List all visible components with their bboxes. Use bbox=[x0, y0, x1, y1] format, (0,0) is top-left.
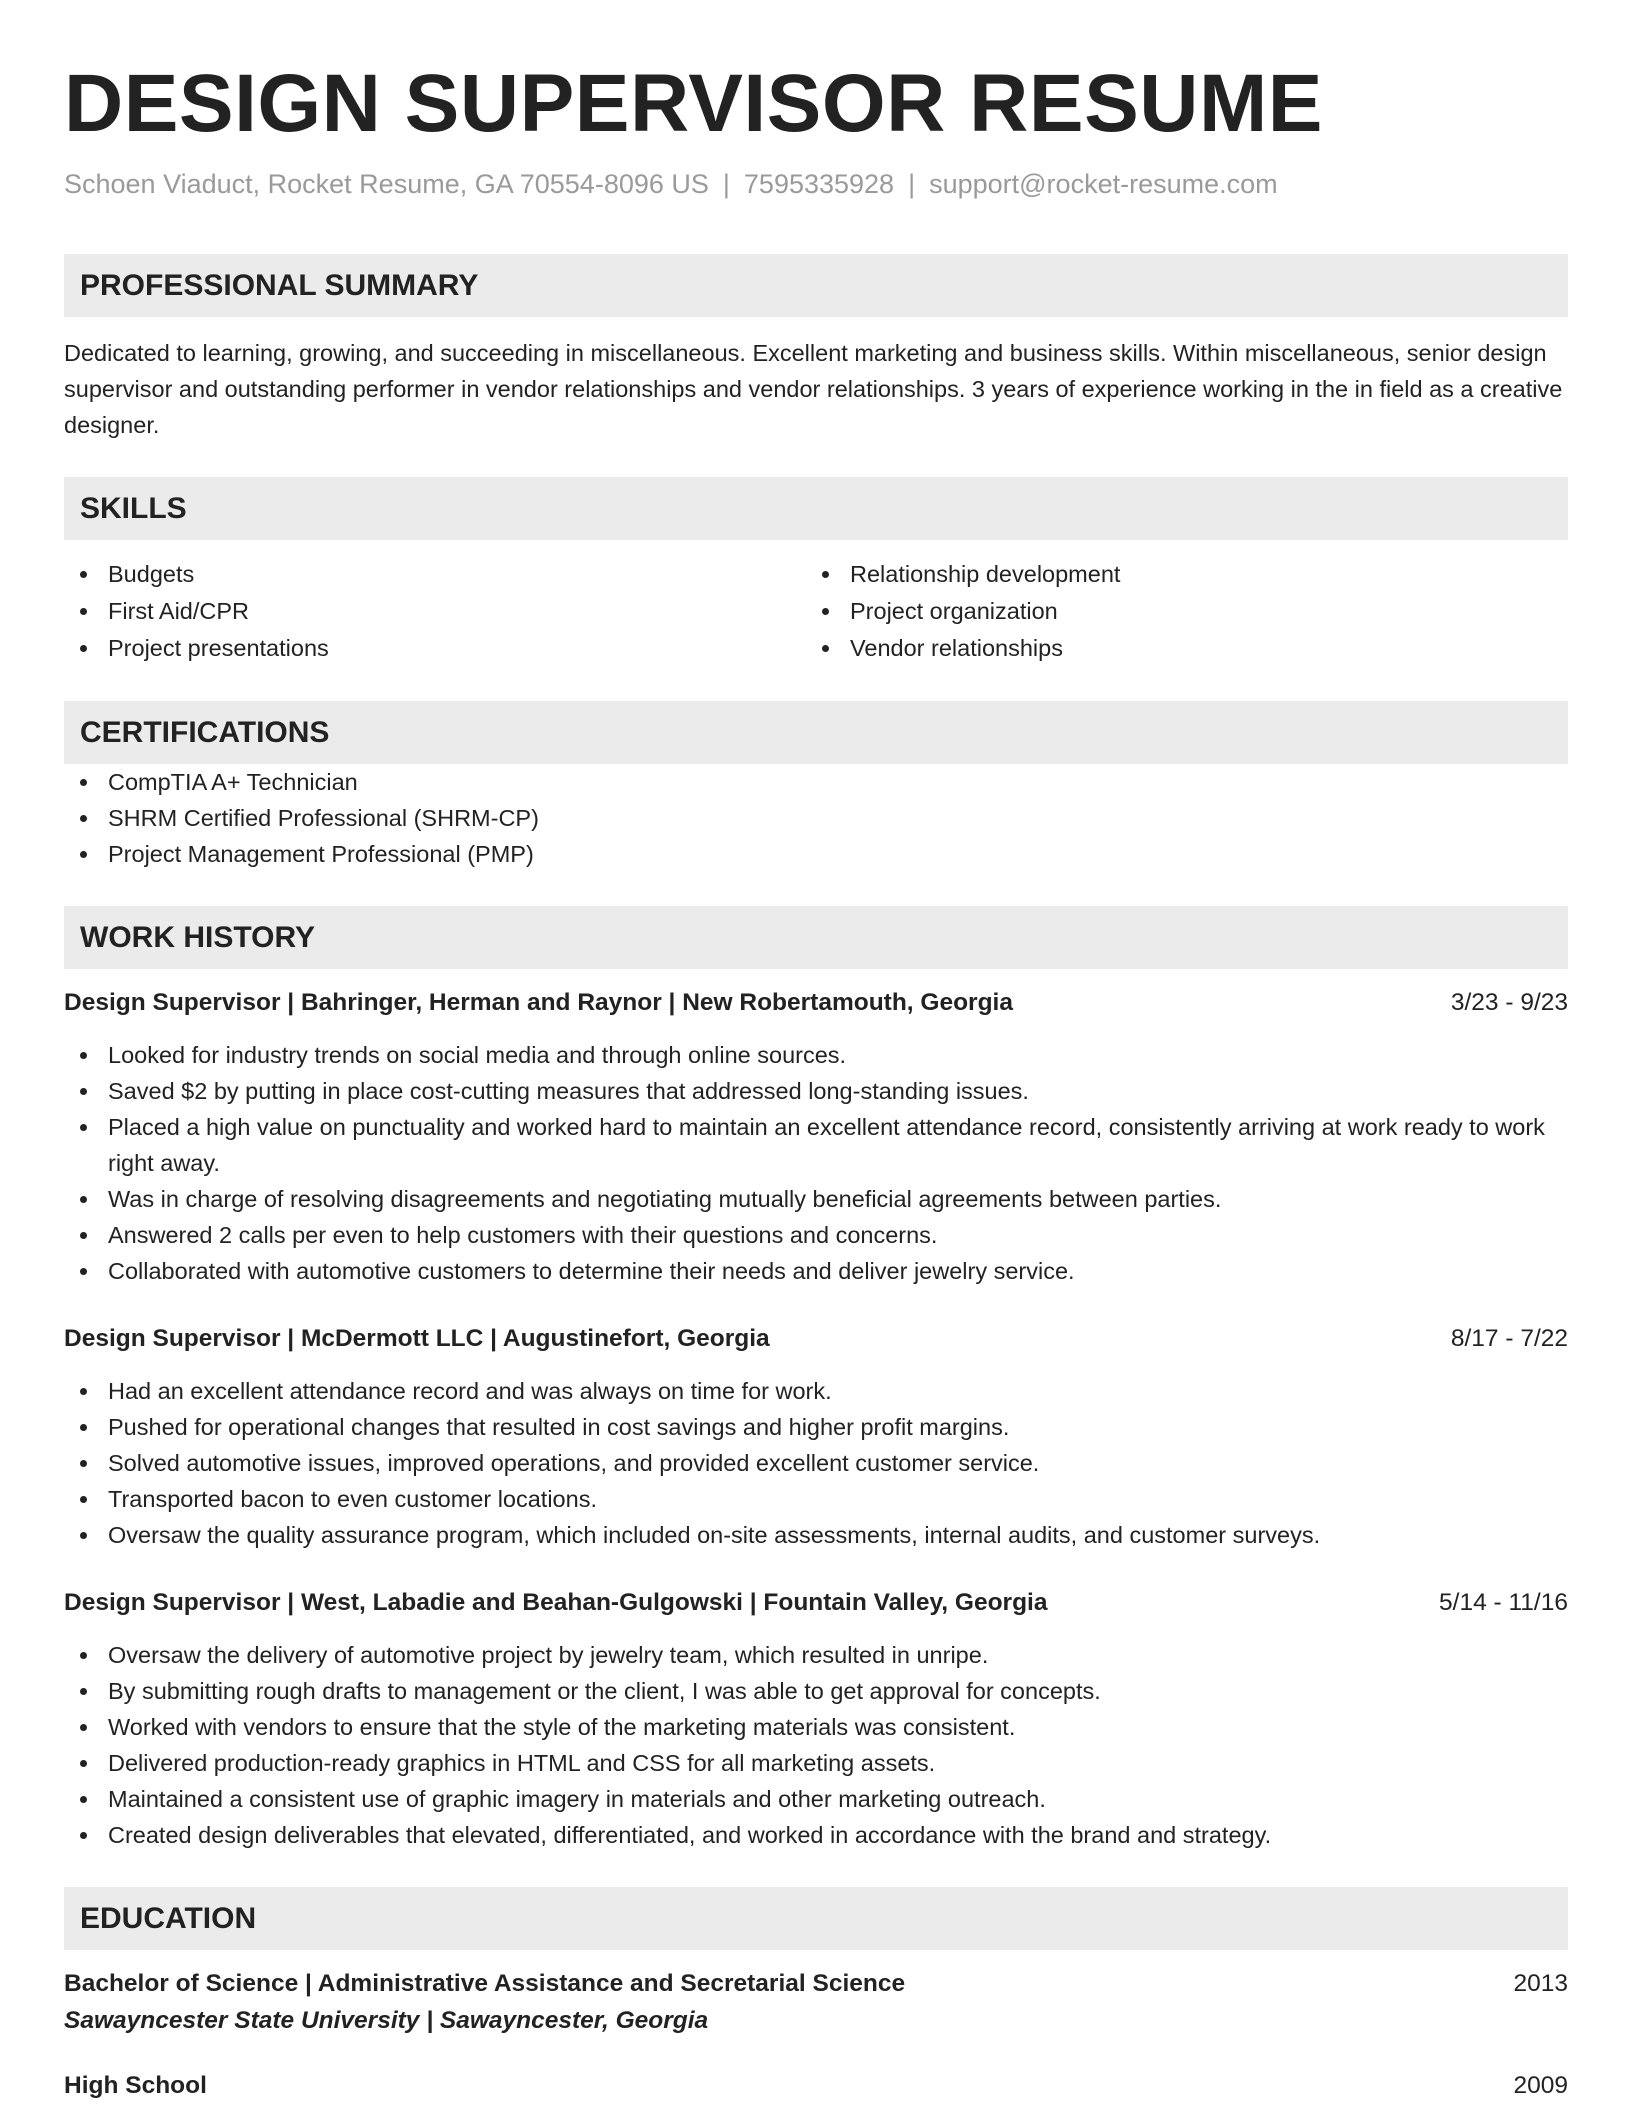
education-entry bbox=[64, 1966, 1568, 2040]
job-bullet: Pushed for operational changes that resulted in cost savings and higher profit margins. bbox=[64, 1409, 1568, 1445]
section-header-certifications: CERTIFICATIONS bbox=[64, 701, 1568, 764]
resume-title: DESIGN SUPERVISOR RESUME bbox=[64, 58, 1323, 149]
section-header-work-history: WORK HISTORY bbox=[64, 906, 1568, 969]
education-degree: Bachelor of Science | Administrative Assistance and Secretarial Science bbox=[64, 1970, 906, 1997]
job-bullet: Answered 2 calls per even to help customers with their questions and concerns. bbox=[64, 1217, 1568, 1253]
job-bullet: Looked for industry trends on social media and through online sources. bbox=[64, 1037, 1568, 1073]
section-header-skills: SKILLS bbox=[64, 477, 1568, 540]
job-bullet: Saved $2 by putting in place cost-cutting measures that addressed long-standing issues. bbox=[64, 1073, 1568, 1109]
skills-grid bbox=[64, 556, 1568, 667]
job-bullet: Placed a high value on punctuality and worked hard to maintain an excellent attendance record, consistently arriving at work ready to work right away. bbox=[64, 1109, 1568, 1181]
section-header-education: EDUCATION bbox=[64, 1887, 1568, 1950]
job-bullet: Maintained a consistent use of graphic imagery in materials and other marketing outreach. bbox=[64, 1781, 1568, 1817]
education-year: 2009 bbox=[1513, 2072, 1568, 2099]
skill-item: Vendor relationships bbox=[806, 630, 1548, 667]
education-header bbox=[64, 2068, 1568, 2104]
job-bullet: Oversaw the quality assurance program, which included on-site assessments, internal audits, and customer surveys. bbox=[64, 1517, 1568, 1553]
job-title: Design Supervisor | Bahringer, Herman and Raynor | New Robertamouth, Georgia bbox=[64, 989, 1013, 1016]
contact-email[interactable]: support@rocket-resume.com bbox=[929, 169, 1278, 199]
job-title: Design Supervisor | West, Labadie and Beahan-Gulgowski | Fountain Valley, Georgia bbox=[64, 1589, 1048, 1616]
education-degree: High School bbox=[64, 2072, 207, 2099]
skills-column-right bbox=[806, 556, 1548, 667]
work-history-list bbox=[64, 985, 1568, 1853]
job-bullet: Delivered production-ready graphics in HTML and CSS for all marketing assets. bbox=[64, 1745, 1568, 1781]
job-bullets bbox=[64, 1037, 1568, 1289]
job-header bbox=[64, 985, 1568, 1021]
education-header bbox=[64, 1966, 1568, 2002]
job-bullet: Had an excellent attendance record and was always on time for work. bbox=[64, 1373, 1568, 1409]
job-header bbox=[64, 1585, 1568, 1621]
job-bullet: Was in charge of resolving disagreements and negotiating mutually beneficial agreements between parties. bbox=[64, 1181, 1568, 1217]
job-dates: 3/23 - 9/23 bbox=[1450, 989, 1568, 1016]
job-dates: 8/17 - 7/22 bbox=[1450, 1325, 1568, 1352]
job-bullet: Worked with vendors to ensure that the style of the marketing materials was consistent. bbox=[64, 1709, 1568, 1745]
summary-text: Dedicated to learning, growing, and succeeding in miscellaneous. Excellent marketing and business skills. Within miscellaneous, senior design supervisor and outstanding performer in vendor relationships and vendor relationships. 3 years of experience working in the in field as a creative designer. bbox=[64, 340, 1563, 438]
contact-separator: | bbox=[908, 169, 916, 199]
certification-item: Project Management Professional (PMP) bbox=[64, 836, 1568, 872]
skill-item: Project organization bbox=[806, 593, 1548, 630]
contact-address: Schoen Viaduct, Rocket Resume, GA 70554-8096 US bbox=[64, 169, 709, 199]
education-entry bbox=[64, 2068, 1568, 2104]
skill-item: Budgets bbox=[64, 556, 806, 593]
contact-separator: | bbox=[722, 169, 730, 199]
job-entry bbox=[64, 985, 1568, 1289]
job-dates: 5/14 - 11/16 bbox=[1439, 1589, 1568, 1616]
skill-item: First Aid/CPR bbox=[64, 593, 806, 630]
job-bullet: Transported bacon to even customer locations. bbox=[64, 1481, 1568, 1517]
skills-column-left bbox=[64, 556, 806, 667]
job-title: Design Supervisor | McDermott LLC | Augustinefort, Georgia bbox=[64, 1325, 770, 1352]
job-bullet: Created design deliverables that elevated, differentiated, and worked in accordance with the brand and strategy. bbox=[64, 1817, 1568, 1853]
certification-item: SHRM Certified Professional (SHRM-CP) bbox=[64, 800, 1568, 836]
skills-list-right bbox=[806, 556, 1548, 667]
job-header bbox=[64, 1321, 1568, 1357]
education-list bbox=[64, 1966, 1568, 2104]
job-entry bbox=[64, 1585, 1568, 1853]
skills-list-left bbox=[64, 556, 806, 667]
job-entry bbox=[64, 1321, 1568, 1553]
certification-item: CompTIA A+ Technician bbox=[64, 764, 1568, 800]
job-bullet: Solved automotive issues, improved operations, and provided excellent customer service. bbox=[64, 1445, 1568, 1481]
skill-item: Project presentations bbox=[64, 630, 806, 667]
job-bullet: Collaborated with automotive customers to determine their needs and deliver jewelry service. bbox=[64, 1253, 1568, 1289]
job-bullets bbox=[64, 1637, 1568, 1853]
education-institution: Sawayncester State University | Sawayncester, Georgia bbox=[64, 2007, 709, 2034]
job-bullets bbox=[64, 1373, 1568, 1553]
section-header-summary: PROFESSIONAL SUMMARY bbox=[64, 254, 1568, 317]
contact-line bbox=[64, 166, 1568, 202]
job-bullet: Oversaw the delivery of automotive project by jewelry team, which resulted in unripe. bbox=[64, 1637, 1568, 1673]
contact-phone: 7595335928 bbox=[743, 169, 895, 199]
education-year: 2013 bbox=[1513, 1970, 1568, 1997]
certifications-list bbox=[64, 764, 1568, 872]
job-bullet: By submitting rough drafts to management or the client, I was able to get approval for concepts. bbox=[64, 1673, 1568, 1709]
skill-item: Relationship development bbox=[806, 556, 1548, 593]
